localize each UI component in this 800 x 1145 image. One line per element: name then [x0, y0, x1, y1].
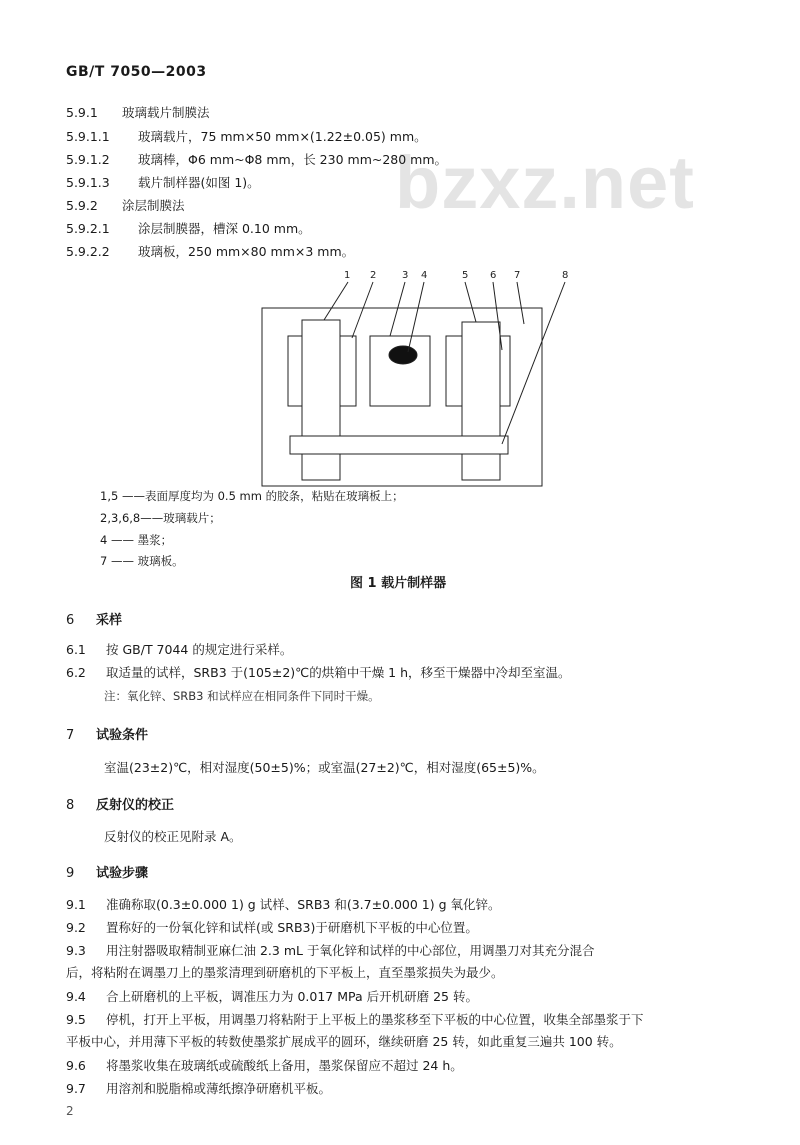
figure-label-7: 7: [514, 270, 521, 281]
ink-paste: [389, 346, 417, 364]
section-9-title: 9 试验步骤: [66, 866, 149, 881]
item-9-3: 9.3 用注射器吸取精制亚麻仁油 2.3 mL 于氧化锌和试样的中心部位，用调墨刀对其充分混合: [66, 943, 595, 958]
item-9-3-cont: 后，将粘附在调墨刀上的墨浆清理到研磨机的下平板上，直至墨浆损失为最少。: [66, 965, 504, 980]
figure-caption: 图 1 载片制样器: [350, 576, 447, 591]
item-6-1: 6.1 按 GB/T 7044 的规定进行采样。: [66, 642, 293, 657]
section-8-body: 反射仪的校正见附录 A。: [104, 829, 242, 844]
item-9-7: 9.7 用溶剂和脱脂棉或薄纸擦净研磨机平板。: [66, 1081, 332, 1096]
section-6-title: 6 采样: [66, 613, 123, 628]
page-number: 2: [66, 1104, 74, 1118]
slide-sample-maker-figure: [240, 268, 600, 494]
figure-legend-1: 1,5 ——表面厚度均为 0.5 mm 的胶条，粘贴在玻璃板上；: [100, 489, 404, 503]
figure-label-8: 8: [562, 270, 569, 281]
item-5-9-1-2: 5.9.1.2 玻璃棒，Φ6 mm~Φ8 mm，长 230 mm~280 mm。: [66, 152, 448, 167]
item-5-9-1: 5.9.1 玻璃载片制膜法: [66, 105, 210, 120]
watermark: bzxz.net: [395, 141, 695, 224]
item-9-5-cont: 平板中心，并用薄下平板的转数使墨浆扩展成平的圆环，继续研磨 25 转，如此重复三遍共 100 转。: [66, 1034, 622, 1049]
figure-label-3: 3: [402, 270, 409, 281]
figure-legend-3: 4 —— 墨浆；: [100, 533, 173, 547]
figure-label-5: 5: [462, 270, 469, 281]
section-7-title: 7 试验条件: [66, 728, 149, 743]
figure-label-6: 6: [490, 270, 497, 281]
figure-label-2: 2: [370, 270, 377, 281]
adhesive-strip-5: [462, 322, 500, 480]
section-7-body: 室温(23±2)℃，相对湿度(50±5)%；或室温(27±2)℃，相对湿度(65±5)%。: [104, 760, 545, 775]
item-5-9-2-1: 5.9.2.1 涂层制膜器，槽深 0.10 mm。: [66, 221, 311, 236]
item-9-1: 9.1 准确称取(0.3±0.000 1) g 试样、SRB3 和(3.7±0.000 1) g 氧化锌。: [66, 897, 501, 912]
item-9-4: 9.4 合上研磨机的上平板，调准压力为 0.017 MPa 后开机研磨 25 转。: [66, 989, 478, 1004]
standard-code-header: GB/T 7050—2003: [66, 64, 207, 80]
item-9-6: 9.6 将墨浆收集在玻璃纸或硫酸纸上备用，墨浆保留应不超过 24 h。: [66, 1058, 463, 1073]
figure-label-4: 4: [421, 270, 428, 281]
item-5-9-1-3: 5.9.1.3 载片制样器(如图 1)。: [66, 175, 260, 190]
section-8-title: 8 反射仪的校正: [66, 798, 175, 813]
item-6-2: 6.2 取适量的试样，SRB3 于(105±2)℃的烘箱中干燥 1 h，移至干燥器中冷却至室温。: [66, 665, 571, 680]
slide-8: [290, 436, 508, 454]
item-9-2: 9.2 置称好的一份氧化锌和试样(或 SRB3)于研磨机下平板的中心位置。: [66, 920, 478, 935]
item-5-9-1-1: 5.9.1.1 玻璃载片，75 mm×50 mm×(1.22±0.05) mm。: [66, 129, 427, 144]
figure-legend-2: 2,3,6,8——玻璃载片；: [100, 511, 221, 525]
item-9-5: 9.5 停机，打开上平板，用调墨刀将粘附于上平板上的墨浆移至下平板的中心位置，收集全部墨浆于下: [66, 1012, 644, 1027]
figure-legend-4: 7 —— 玻璃板。: [100, 554, 184, 568]
item-5-9-2-2: 5.9.2.2 玻璃板，250 mm×80 mm×3 mm。: [66, 244, 355, 259]
section-6-note: 注：氧化锌、SRB3 和试样应在相同条件下同时干燥。: [104, 689, 380, 703]
item-5-9-2: 5.9.2 涂层制膜法: [66, 198, 185, 213]
figure-label-1: 1: [344, 270, 351, 281]
adhesive-strip-1: [302, 320, 340, 480]
